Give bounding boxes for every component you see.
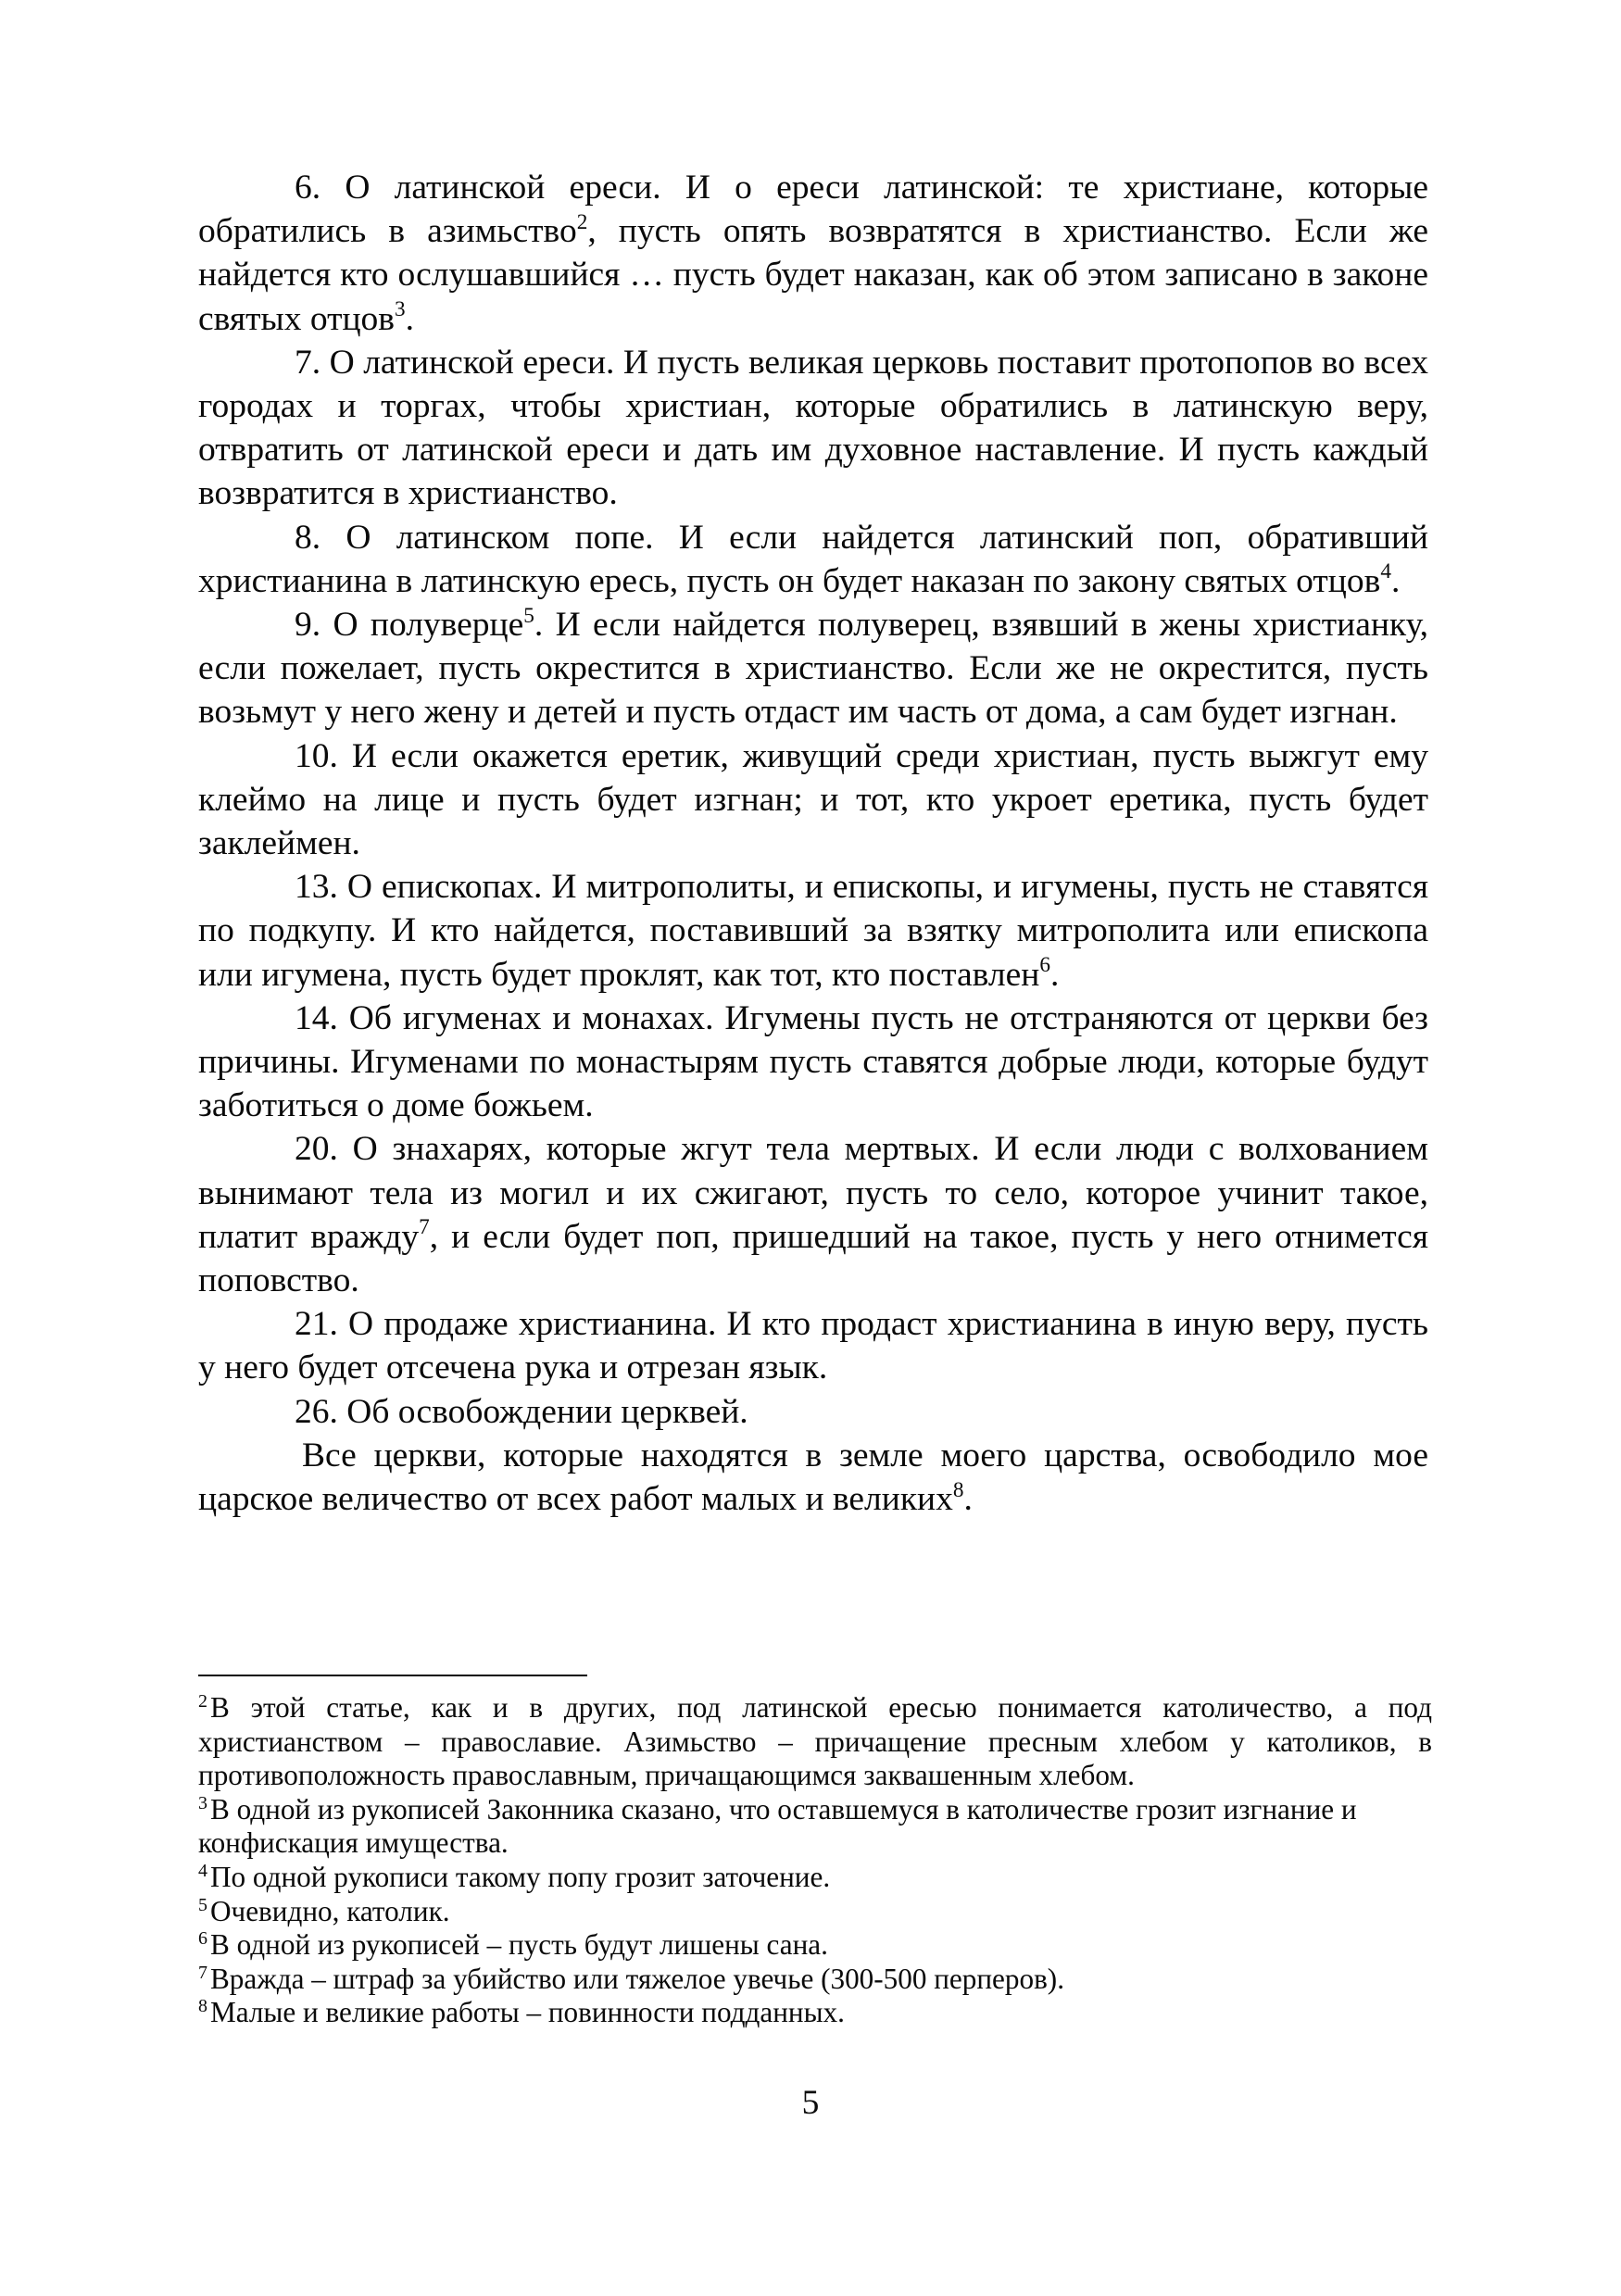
article-9: 9. О полуверце$^5$. И если найдется полуверец, взявший в жены христианку, если пожелает, пусть окрестится в христианство. Если же не окрестится, пусть возьмут у него жену и детей и пусть отдаст им часть от дома, а сам будет изгнан. [198,603,1428,732]
article-6: 6. О латинской ереси. И о ереси латинской: те христиане, которые обратились в азимьство$^2$, пусть опять возвратятся в христианство. Если же найдется кто ослушавшийся … пусть будет наказан, как об этом записано в законе святых отцов$^3$. [198,169,1428,338]
footnote-3: $^3$В одной из рукописей Законника сказано, что оставшемуся в католичестве грозит изгнание и конфискация имущества. [198,1792,1357,1860]
footnote-mark: 5 [198,1894,207,1915]
article-21: 21. О продаже христианина. И кто продаст христианина в иную веру, пусть у него будет отсечена рука и отрезан язык. [198,1305,1428,1387]
footnote-ref-6[interactable]: 6 [1039,953,1050,978]
page-number: 5 [801,2084,820,2122]
article-20: 20. О знахарях, которые жгут тела мертвых. И если люди с волхованием вынимают тела из могил и их сжигают, пусть то село, которое учинит такое, платит вражду$^7$, и если будет поп, пришедший на такое, пусть у него отнимется поповство. [198,1130,1428,1300]
article-26-text: Все церкви, которые находятся в земле моего царства, освободило мое царское величество от всех работ малых и великих$^8$. [198,1436,1428,1519]
footnote-2: $^2$В этой статье, как и в других, под латинской ересью понимается католичество, а под христианством – православие. Азимьство – причащение пресным хлебом у католиков, в противоположность православным, причащающимся заквашенным хлебом. [198,1691,1432,1792]
footnotes [198,1691,1432,2030]
article-26-heading: 26. Об освобождении церквей. [295,1392,748,1431]
footnote-mark: 8 [198,1996,207,2017]
footnote-mark: 7 [198,1962,207,1983]
footnote-7: $^7$Вражда – штраф за убийство или тяжелое увечье (300-500 перперов). [198,1962,1064,1995]
footnote-mark: 4 [198,1861,207,1881]
article-7: 7. О латинской ереси. И пусть великая церковь поставит протопопов во всех городах и торгах, чтобы христиан, которые обратились в латинскую веру, отвратить от латинской ереси и дать им духовное наставление. И пусть каждый возвратится в христианство. [198,343,1428,513]
footnote-ref-4[interactable]: 4 [1380,559,1391,584]
footnote-mark: 3 [198,1792,207,1813]
article-13: 13. О епископах. И митрополиты, и епископы, и игумены, пусть не ставятся по подкупу. И кто найдется, поставивший за взятку митрополита или епископа или игумена, пусть будет проклят, как тот, кто поставлен$^6$. [198,868,1428,994]
footnote-6: $^6$В одной из рукописей – пусть будут лишены сана. [198,1928,828,1962]
footnote-ref-2[interactable]: 2 [576,209,588,234]
footnote-4: $^4$По одной рукописи такому попу грозит заточение. [198,1860,831,1893]
footnote-ref-5[interactable]: 5 [523,603,534,628]
footnote-mark: 6 [198,1928,207,1950]
article-14: 14. Об игуменах и монахах. Игумены пусть не отстраняются от церкви без причины. Игуменами по монастырям пусть ставятся добрые люди, которые будут заботиться о доме божьем. [198,998,1428,1125]
footnote-8: $^8$Малые и великие работы – повинности подданных. [198,1996,845,2029]
footnote-5: $^5$Очевидно, католик. [198,1894,450,1927]
article-10: 10. И если окажется еретик, живущий среди христиан, пусть выжгут ему клеймо на лице и пусть будет изгнан; и тот, кто укроет еретика, пусть будет заклеймен. [198,736,1428,863]
footnote-mark: 2 [198,1691,207,1713]
footnote-separator [198,1675,587,1676]
article-8: 8. О латинском попе. И если найдется латинский поп, обративший христианина в латинскую ересь, пусть он будет наказан по закону святых отцов$^4$. [198,518,1428,600]
footnote-ref-3[interactable]: 3 [394,297,406,322]
main-text [198,166,1428,1521]
footnote-ref-8[interactable]: 8 [952,1477,964,1502]
footnote-ref-7[interactable]: 7 [419,1215,430,1240]
